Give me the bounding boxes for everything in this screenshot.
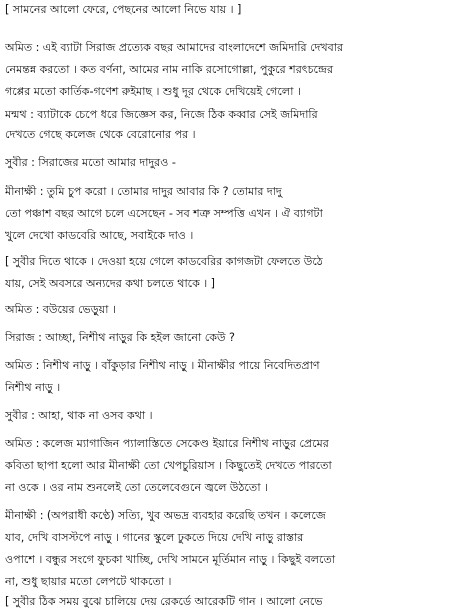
dialogue-line: অমিত : নিশীথ নাড়ু । বাঁকুড়ার নিশীথ নাড়ু । মীনাক্ষীর পায়ে নিবেদিতপ্রাণ — [5, 359, 320, 372]
dialogue-line: অমিত : এই ব্যাটা সিরাজ প্রত্যেক বছর আমাদের বাংলাদেশে জমিদারি দেখবার — [5, 41, 344, 54]
dialogue-line: কবিতা ছাপা হলো আর মীনাক্ষী তো খেপচুরিয়াস । কিছুতেই দেখতে পারতো — [5, 459, 332, 472]
dialogue-line: মন্মথ : ব্যাটাকে চেপে ধরে জিজ্ঞেস কর, নিজে ঠিক কব্বার সেই জমিদারি — [5, 108, 318, 121]
dialogue-line: অমিত : বউয়ের ভেড়ুয়া । — [5, 303, 116, 316]
stage-direction: যায়, সেই অবসরে অন্যদের কথা চলতে থাকে । ] — [5, 277, 215, 290]
dialogue-line: ওপাশে । বন্ধুর সংগে ফুচকা খাচ্ছি, দেখি সামনে মূর্তিমান নাড়ু । কিছুই বলতো — [5, 553, 336, 566]
stage-direction: [ সুবীর দিতে থাকে । দেওয়া হয়ে গেলে কাডবেরির কাগজটা ফেলতে উঠে — [5, 255, 323, 268]
dialogue-line: সুবীর : সিরাজের মতো আমার দাদুরও - — [5, 156, 176, 169]
stage-direction: [ সুবীর ঠিক সময় বুঝে চালিয়ে দেয় রেকর্ডে আরেকটি গান । আলো নেভে — [5, 595, 323, 608]
dialogue-line: নেমন্তন্ন করতো । কত বর্ণনা, আমের নাম নাকি রসোগোল্লা, পুকুরে শরৎচন্দ্রের — [5, 63, 334, 76]
dialogue-line: মীনাক্ষী : (অপরাধী কণ্ঠে) সত্যি, খুব অভদ্র ব্যবহার করেছি তখন । কলেজে — [5, 509, 326, 522]
dialogue-line: সুবীর : আহা, থাক না ওসব কথা । — [5, 409, 153, 422]
dialogue-line: খুলে দেখো কাডবেরি আছে, সবাইকে দাও । — [5, 229, 194, 242]
dialogue-line: না ওকে । ওর নাম শুনলেই তো তেলেবেগুনে জ্বলে উঠতো । — [5, 481, 268, 494]
dialogue-line: নিশীথ নাড়ু । — [5, 381, 61, 394]
dialogue-line: অমিত : কলেজ ম্যাগাজিন প্যালাস্তিতে সেকেণ্ড ইয়ারে নিশীথ নাড়ুর প্রেমের — [5, 437, 329, 450]
dialogue-line: সিরাজ : আচ্ছা, নিশীথ নাড়ুর কি হইল জানো কেউ ? — [5, 331, 235, 344]
stage-direction: [ সামনের আলো ফেরে, পেছনের আলো নিভে যায় । ] — [5, 3, 242, 16]
dialogue-line: গপ্পের মতো কার্তিক-গণেশ রুইমাছ । শুধু দূর থেকে দেখিয়েই গেলো । — [5, 85, 301, 98]
dialogue-line: দেখতে গেছে কলেজ থেকে বেরোনোর পর । — [5, 128, 196, 141]
dialogue-line: না, শুধু ছায়ার মতো লেপটে থাকতো । — [5, 575, 172, 588]
dialogue-line: মীনাক্ষী : তুমি চুপ করো । তোমার দাদুর আবার কি ? তোমার দাদু — [5, 185, 282, 198]
dialogue-line: তো পঞ্চাশ বছর আগে চলে এসেছেন - সব শত্রু সম্পত্তি এখন । ঐ ব্যাগটা — [5, 207, 323, 220]
dialogue-line: যাব, দেখি বাসস্টপে নাড়ু । গানের স্কুলে ঢুকতে দিয়ে দেখি নাড়ু রাস্তার — [5, 531, 304, 544]
